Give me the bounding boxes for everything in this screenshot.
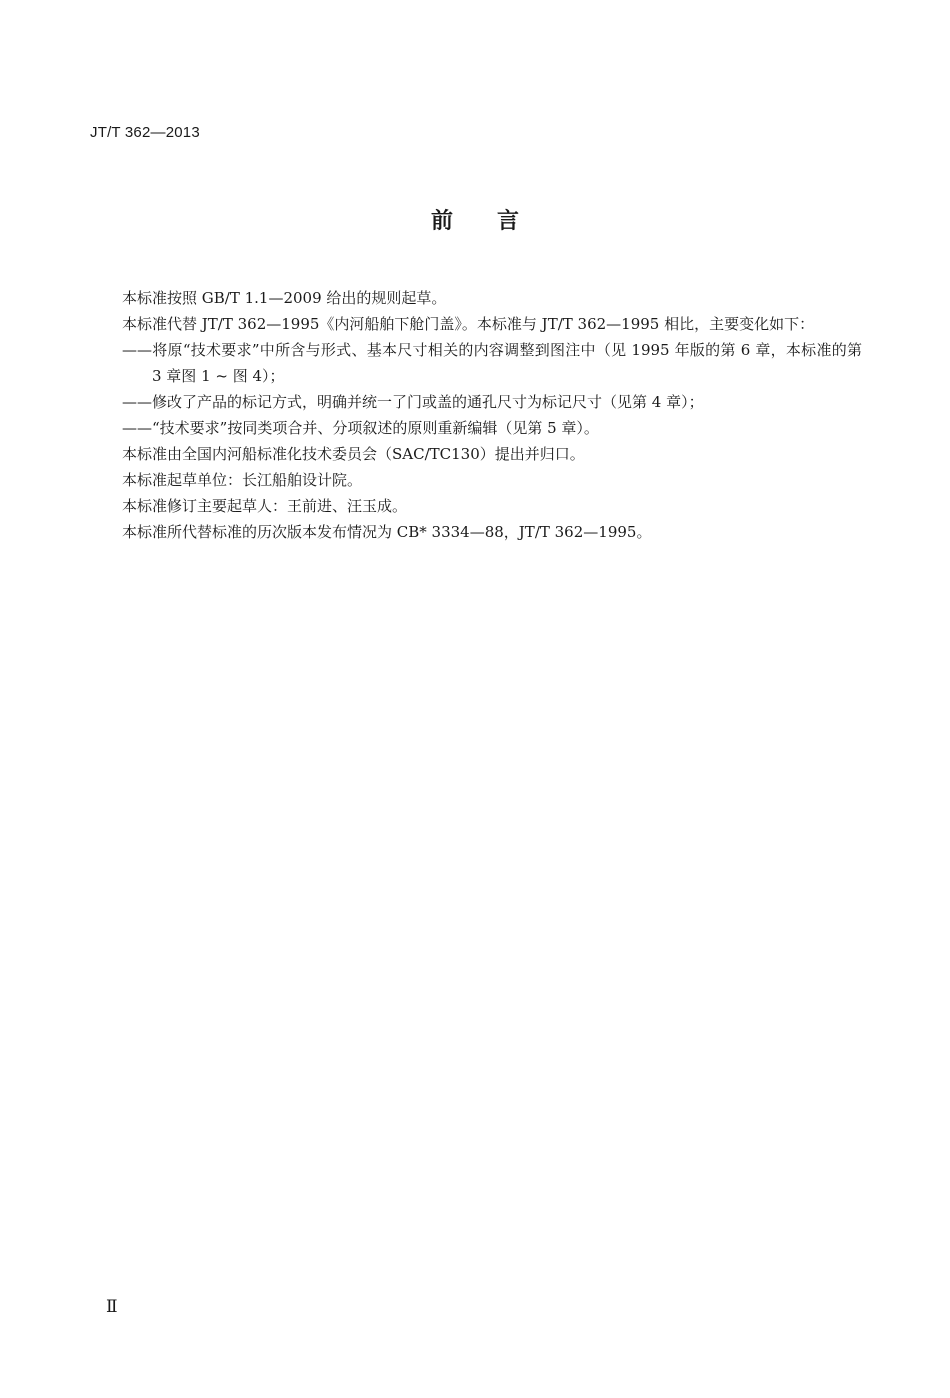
paragraph-drafting-rules: 本标准按照 GB/T 1.1—2009 给出的规则起草。 [122, 289, 447, 307]
change-item: ——修改了产品的标记方式，明确并统一了门或盖的通孔尺寸为标记尺寸（见第 4 章）； [122, 393, 704, 411]
document-id: JT/T 362—2013 [90, 124, 200, 141]
paragraph-drafting-unit: 本标准起草单位：长江船舶设计院。 [122, 471, 363, 489]
change-item: ——将原“技术要求”中所含与形式、基本尺寸相关的内容调整到图注中（见 1995 年版的第 6 章，本标准的第 3 章图 1 ~ 图 4）； [122, 341, 862, 385]
page-title [0, 204, 950, 235]
page-title-char-2: 言 [497, 209, 520, 234]
foreword-body [92, 285, 862, 545]
page-number: Ⅱ [106, 1297, 118, 1317]
page-title-char-1: 前 [430, 209, 453, 234]
change-item: ——“技术要求”按同类项合并、分项叙述的原则重新编辑（见第 5 章）。 [122, 419, 599, 437]
paragraph-replacement: 本标准代替 JT/T 362—1995《内河船舶下舱门盖》。本标准与 JT/T 362—1995 相比，主要变化如下： [122, 315, 815, 333]
paragraph-version-history: 本标准所代替标准的历次版本发布情况为 CB* 3334—88，JT/T 362—1995。 [122, 523, 652, 541]
paragraph-drafters: 本标准修订主要起草人：王前进、汪玉成。 [122, 497, 408, 515]
paragraph-proposer: 本标准由全国内河船标准化技术委员会（SAC/TC130）提出并归口。 [122, 445, 585, 463]
